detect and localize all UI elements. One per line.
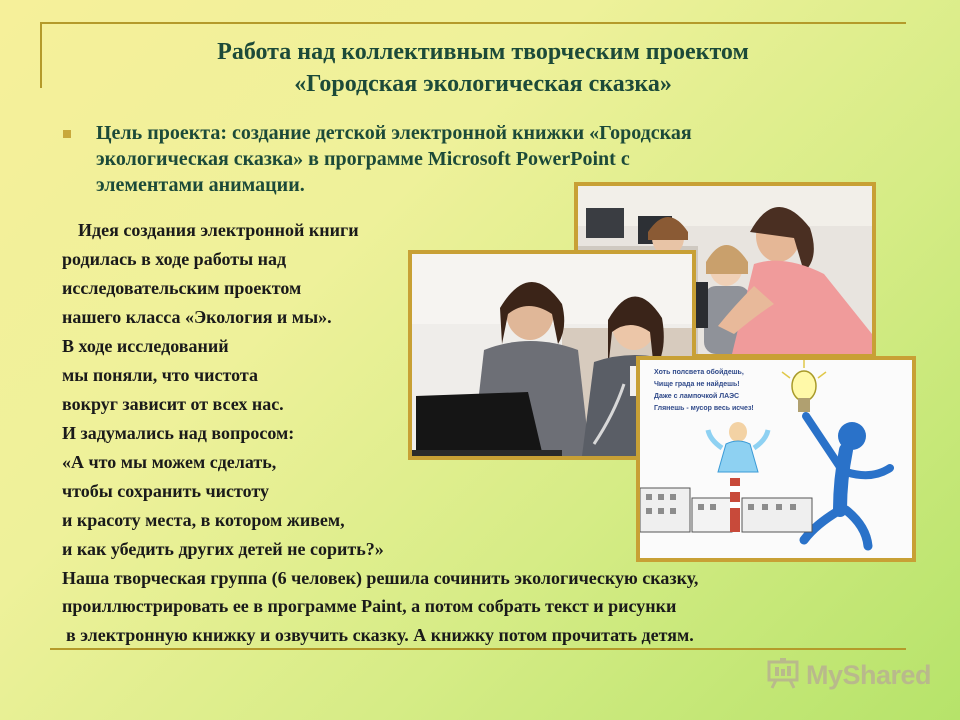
body-line-7: вокруг зависит от всех нас. bbox=[62, 394, 284, 414]
body-line-9: «А что мы можем сделать, bbox=[62, 452, 277, 472]
frame-bottom-line bbox=[50, 648, 906, 650]
goal-line-2: экологическая сказка» в программе Microsoft PowerPoint с bbox=[96, 148, 630, 170]
drawing-caption-4: Глянешь - мусор весь исчез! bbox=[654, 405, 754, 412]
body-line-6: мы поняли, что чистота bbox=[62, 365, 258, 385]
goal-line-1: Цель проекта: создание детской электронной книжки «Городская bbox=[96, 122, 692, 144]
goal-line-3: элементами анимации. bbox=[96, 174, 305, 196]
body-line-14: проиллюстрировать ее в программе Paint, а потом собрать текст и рисунки bbox=[62, 596, 677, 616]
slide-title bbox=[40, 36, 926, 100]
myshared-watermark[interactable] bbox=[766, 656, 931, 695]
watermark-text: MyShared bbox=[806, 660, 932, 690]
presentation-icon bbox=[766, 656, 800, 695]
drawing-caption-3: Даже с лампочкой ЛАЭС bbox=[654, 393, 740, 400]
bullet-marker bbox=[63, 130, 71, 138]
body-line-13: Наша творческая группа (6 человек) решила сочинить экологическую сказку, bbox=[62, 568, 699, 588]
body-line-2: родилась в ходе работы над bbox=[62, 249, 287, 269]
body-line-11: и красоту места, в котором живем, bbox=[62, 510, 345, 530]
body-line-3: исследовательским проектом bbox=[62, 278, 302, 298]
body-line-4: нашего класса «Экология и мы». bbox=[62, 307, 332, 327]
drawing-caption-2: Чище града не найдешь! bbox=[654, 381, 740, 388]
drawing-eco-tale bbox=[636, 356, 916, 562]
drawing-caption-1: Хоть полсвета обойдешь, bbox=[654, 369, 744, 376]
frame-top-line bbox=[40, 22, 906, 24]
body-line-8: И задумались над вопросом: bbox=[62, 423, 295, 443]
body-line-15: в электронную книжку и озвучить сказку. А книжку потом прочитать детям. bbox=[66, 625, 694, 645]
title-line-1: Работа над коллективным творческим проектом bbox=[217, 39, 749, 65]
title-line-2: «Городская экологическая сказка» bbox=[294, 71, 672, 97]
body-line-12: и как убедить других детей не сорить?» bbox=[62, 539, 384, 559]
body-line-10: чтобы сохранить чистоту bbox=[62, 481, 269, 501]
body-line-1: Идея создания электронной книги bbox=[78, 220, 359, 240]
body-line-5: В ходе исследований bbox=[62, 336, 229, 356]
